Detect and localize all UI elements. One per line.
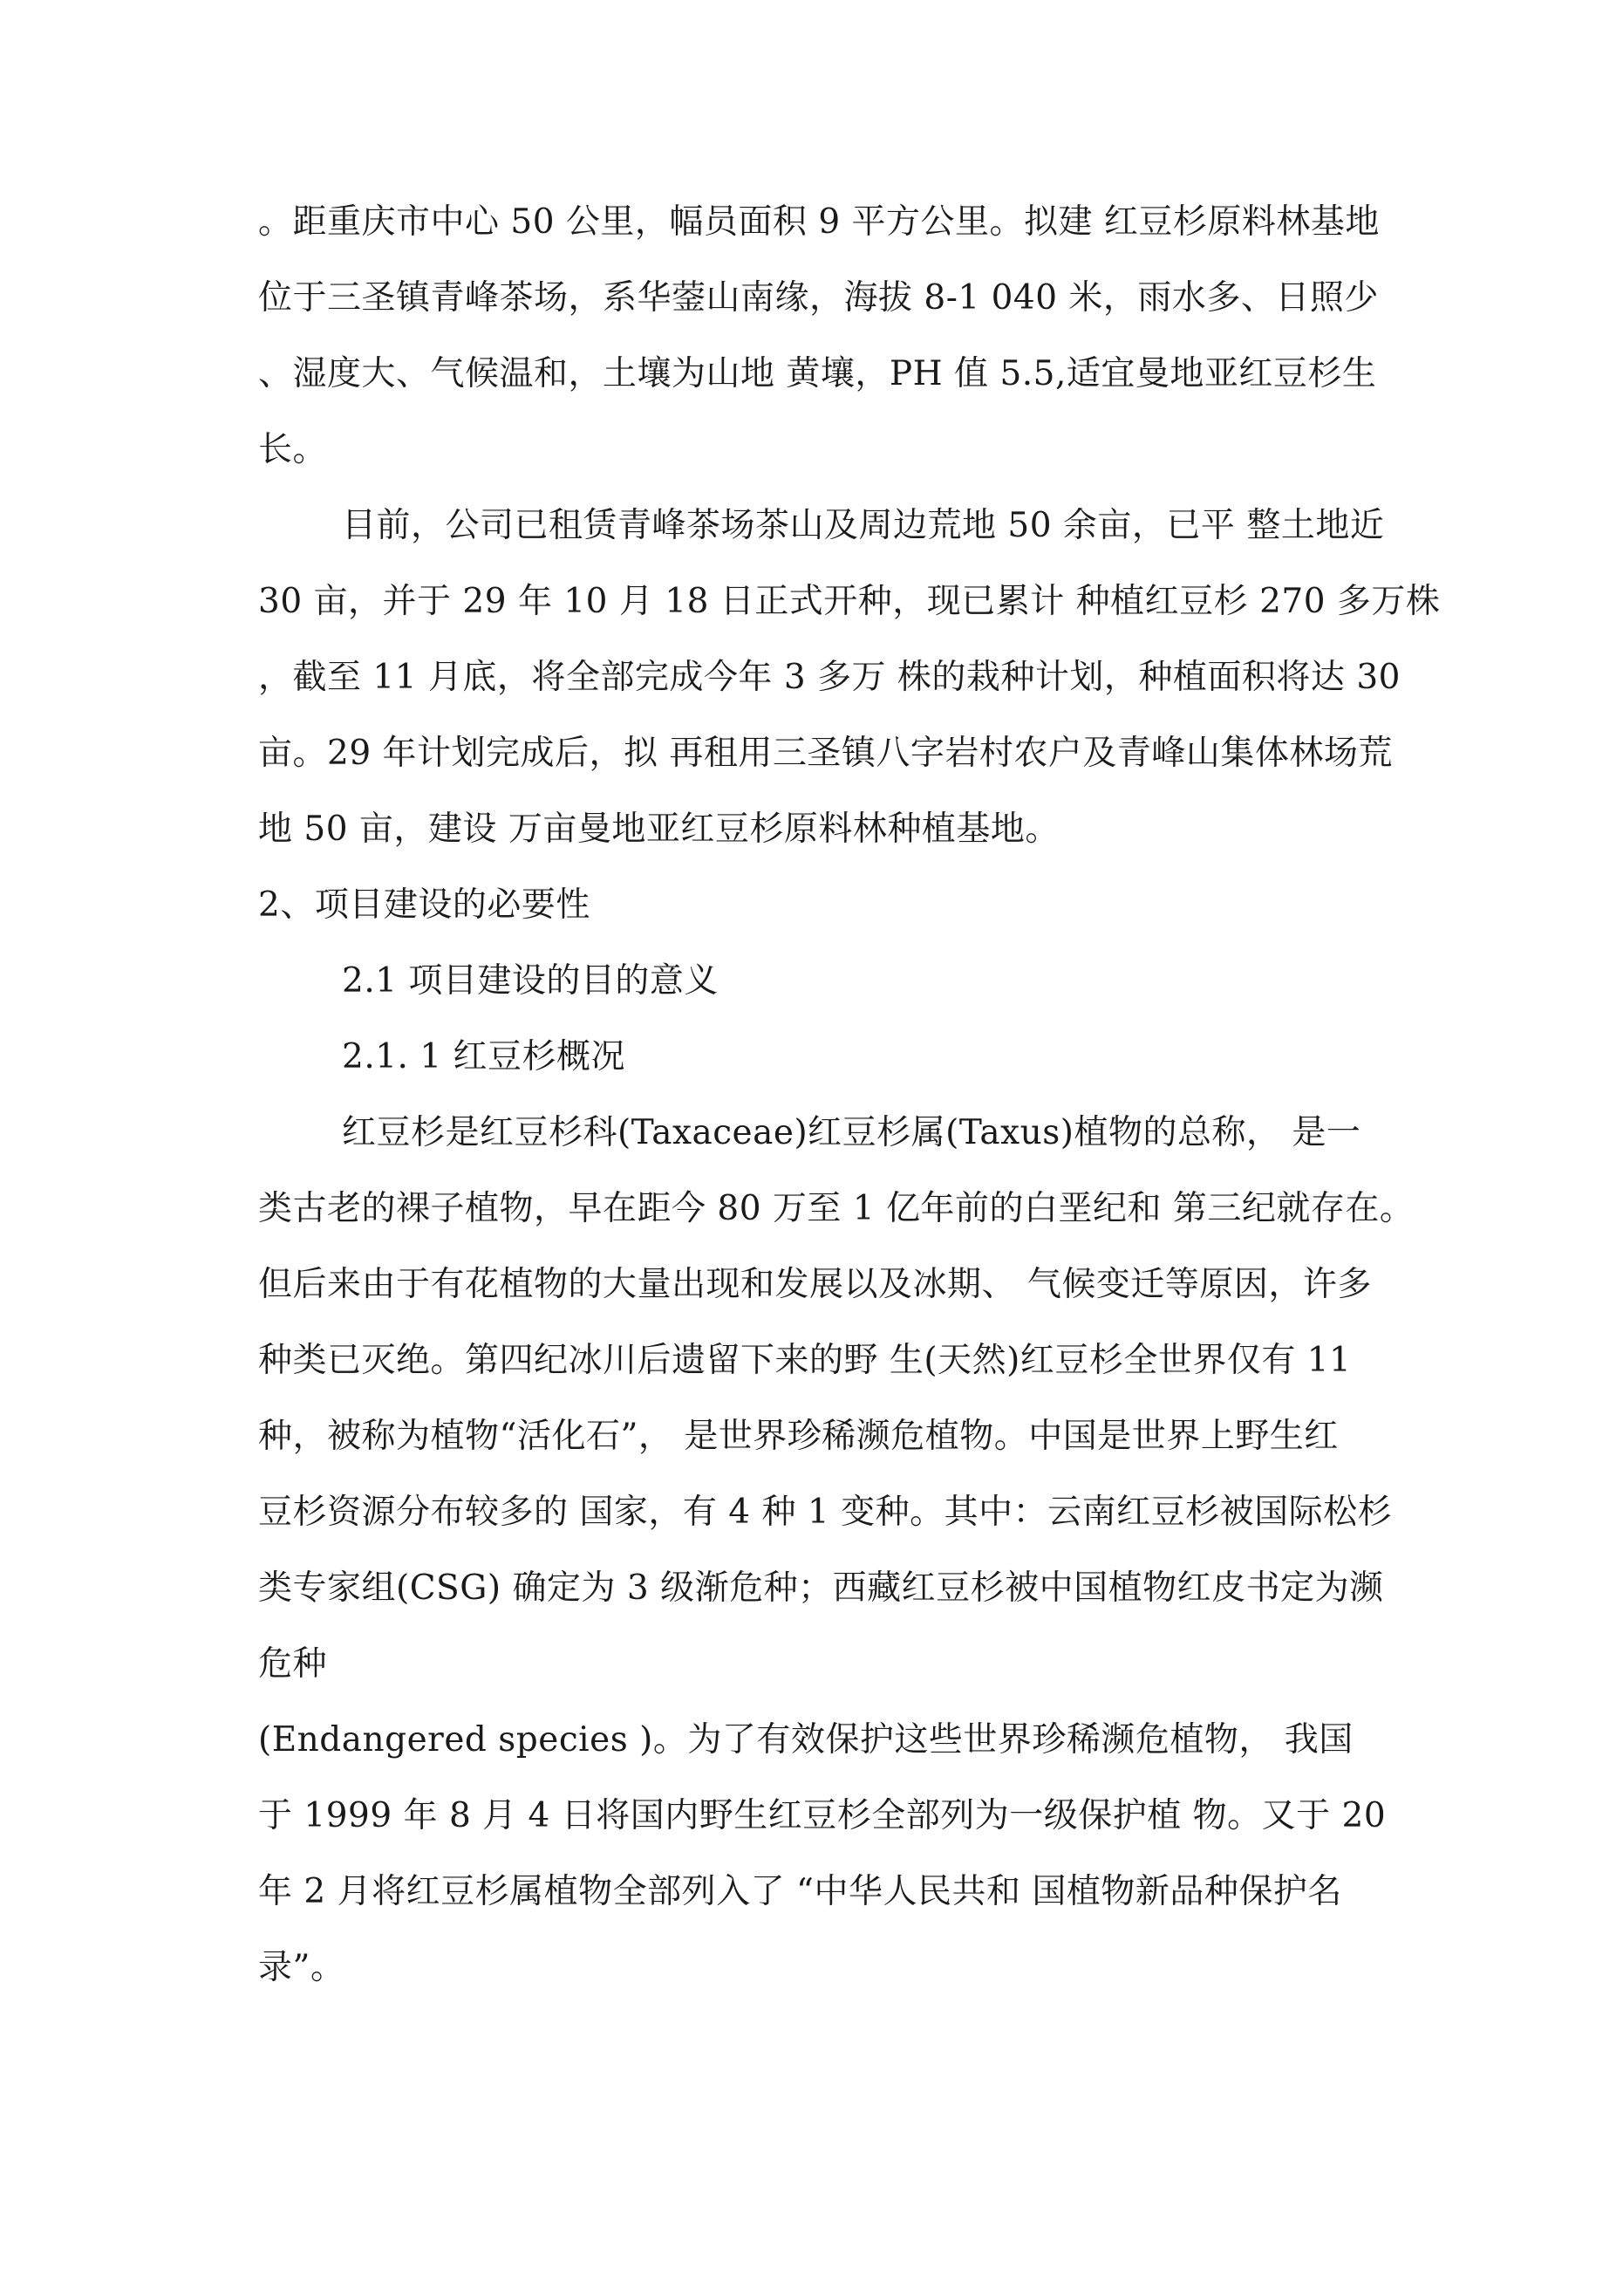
text-line: 30 亩，并于 29 年 10 月 18 日正式开种，现已累计 种植红豆杉 270 多万株 [258, 582, 1441, 621]
text-line: 但后来由于有花植物的大量出现和发展以及冰期、 气候变迁等原因，许多 [258, 1265, 1372, 1304]
text-line: 长。 [258, 430, 328, 469]
text-line: 于 1999 年 8 月 4 日将国内野生红豆杉全部列为一级保护植 物。又于 20 [258, 1796, 1387, 1835]
text-line: ，截至 11 月底，将全部完成今年 3 多万 株的栽种计划，种植面积将达 30 [258, 658, 1401, 697]
text-line: (Endangered species )。为了有效保护这些世界珍稀濒危植物， 我国 [258, 1720, 1354, 1760]
text-line: 位于三圣镇青峰茶场，系华蓥山南缘，海拔 8-1 040 米，雨水多、日照少 [258, 278, 1379, 318]
text-line: 红豆杉是红豆杉科(Taxaceae)红豆杉属(Taxus)植物的总称， 是一 [342, 1113, 1361, 1152]
text-line: 。距重庆市中心 50 公里，幅员面积 9 平方公里。拟建 红豆杉原料林基地 [258, 202, 1380, 242]
text-line: 亩。29 年计划完成后，拟 再租用三圣镇八字岩村农户及青峰山集体林场荒 [258, 734, 1393, 773]
subsection-heading: 2.1. 1 红豆杉概况 [342, 1037, 626, 1076]
section-heading: 2、项目建设的必要性 [258, 885, 590, 925]
text-line: 种，被称为植物“活化石”， 是世界珍稀濒危植物。中国是世界上野生红 [258, 1417, 1339, 1456]
text-line: 种类已灭绝。第四纪冰川后遗留下来的野 生(天然)红豆杉全世界仅有 11 [258, 1341, 1352, 1380]
text-line: 豆杉资源分布较多的 国家，有 4 种 1 变种。其中：云南红豆杉被国际松杉 [258, 1493, 1393, 1532]
text-line: 录”。 [258, 1948, 345, 1987]
text-line: 地 50 亩，建设 万亩曼地亚红豆杉原料林种植基地。 [258, 810, 1060, 849]
text-line: 类专家组(CSG) 确定为 3 级渐危种；西藏红豆杉被中国植物红皮书定为濒 [258, 1568, 1384, 1608]
text-line: 目前，公司已租赁青峰茶场茶山及周边荒地 50 余亩，已平 整土地近 [342, 506, 1385, 545]
text-line: 危种 [258, 1644, 328, 1684]
text-line: 类古老的裸子植物，早在距今 80 万至 1 亿年前的白垩纪和 第三纪就存在。 [258, 1189, 1415, 1228]
text-line: 、湿度大、气候温和，土壤为山地 黄壤，PH 值 5.5,适宜曼地亚红豆杉生 [258, 354, 1377, 393]
text-line: 年 2 月将红豆杉属植物全部列入了 “中华人民共和 国植物新品种保护名 [258, 1872, 1342, 1911]
subsection-heading: 2.1 项目建设的目的意义 [342, 961, 719, 1001]
